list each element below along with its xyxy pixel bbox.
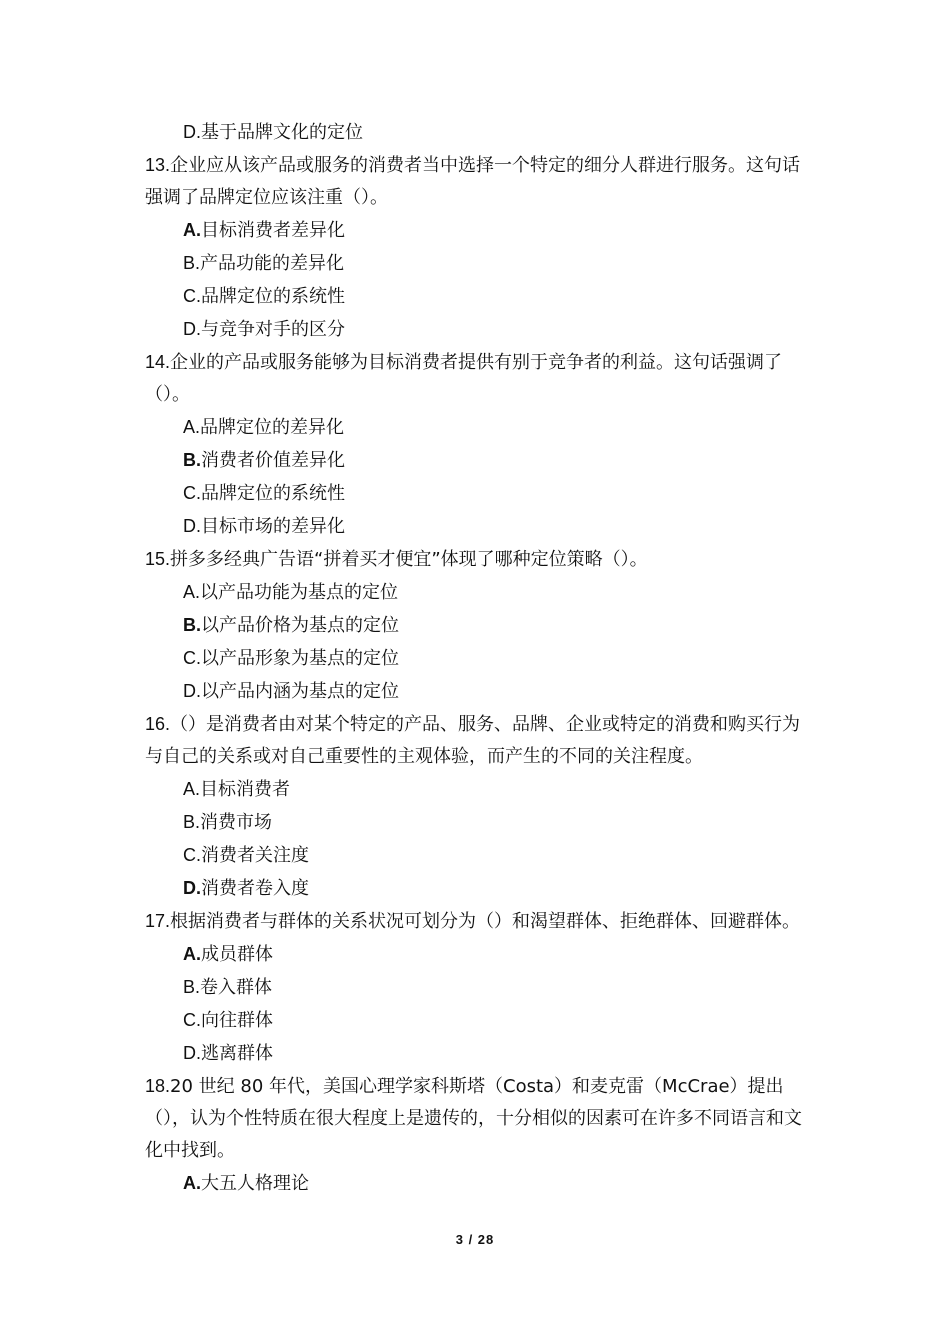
question-number: 15.	[145, 549, 171, 569]
option-text: 基于品牌文化的定位	[201, 122, 363, 143]
option-item	[145, 280, 813, 313]
option-item	[145, 411, 813, 444]
option-text: 以产品形象为基点的定位	[201, 648, 399, 669]
question-text	[145, 708, 813, 773]
option-text: 与竞争对手的区分	[201, 319, 345, 340]
option-text: 以产品功能为基点的定位	[200, 582, 399, 603]
option-letter: C.	[183, 648, 201, 668]
option-letter: A.	[183, 944, 201, 964]
option-text: 卷入群体	[200, 977, 273, 998]
option-text: 消费者价值差异化	[201, 450, 345, 471]
option-text: 以产品内涵为基点的定位	[201, 681, 399, 702]
option-item	[145, 675, 813, 708]
question-stem: （）是消费者由对某个特定的产品、服务、品牌、企业或特定的消费和购买行为与自己的关系或对自己重要性的主观体验，而产生的不同的关注程度。	[145, 714, 801, 767]
question-stem: 拼多多经典广告语“拼着买才便宜”体现了哪种定位策略（）。	[170, 549, 648, 570]
option-item	[145, 477, 813, 510]
option-text: 消费者卷入度	[201, 878, 309, 899]
option-letter: B.	[183, 615, 201, 635]
option-letter: D.	[183, 1043, 201, 1063]
option-item	[145, 247, 813, 280]
option-item	[145, 609, 813, 642]
option-text: 以产品价格为基点的定位	[201, 615, 399, 636]
option-letter: A.	[183, 582, 201, 602]
question-stem: 企业的产品或服务能够为目标消费者提供有别于竞争者的利益。这句话强调了（）。	[145, 352, 783, 405]
option-item	[145, 839, 813, 872]
option-item	[145, 1167, 813, 1200]
option-item	[145, 444, 813, 477]
option-letter: D.	[183, 516, 201, 536]
option-item	[145, 576, 813, 609]
option-text: 目标市场的差异化	[201, 516, 345, 537]
option-letter: D.	[183, 122, 201, 142]
page-number: 3 / 28	[455, 1232, 495, 1247]
option-item	[145, 1037, 813, 1070]
option-letter: C.	[183, 1010, 201, 1030]
question-number: 18.	[145, 1076, 171, 1096]
option-text: 品牌定位的差异化	[200, 417, 345, 438]
question-number: 17.	[145, 911, 171, 931]
option-text: 目标消费者	[200, 779, 291, 800]
option-letter: A.	[183, 417, 201, 437]
option-letter: D.	[183, 878, 201, 898]
option-text: 消费市场	[200, 812, 273, 833]
option-letter: B.	[183, 812, 201, 832]
question-stem: 企业应从该产品或服务的消费者当中选择一个特定的细分人群进行服务。这句话强调了品牌定位应该注重（）。	[145, 155, 801, 208]
option-item	[145, 938, 813, 971]
question-stem: 根据消费者与群体的关系状况可划分为（）和渴望群体、拒绝群体、回避群体。	[170, 911, 801, 932]
option-item	[145, 1004, 813, 1037]
option-item	[145, 313, 813, 346]
question-number: 16.	[145, 714, 171, 734]
option-letter: A.	[183, 1173, 201, 1193]
option-text: 消费者关注度	[201, 845, 309, 866]
option-letter: B.	[183, 253, 201, 273]
option-letter: B.	[183, 977, 201, 997]
question-text	[145, 346, 813, 411]
option-letter: C.	[183, 483, 201, 503]
option-letter: A.	[183, 779, 201, 799]
option-item	[145, 773, 813, 806]
question-stem: 20 世纪 80 年代，美国心理学家科斯塔（Costa）和麦克雷（McCrae）提出（），认为个性特质在很大程度上是遗传的，十分相似的因素可在许多不同语言和文化中找到。	[145, 1076, 802, 1161]
question-number: 13.	[145, 155, 171, 175]
document-body	[145, 116, 813, 1200]
question-text	[145, 1070, 813, 1167]
question-text	[145, 543, 813, 576]
question-text	[145, 905, 813, 938]
option-item	[145, 214, 813, 247]
option-item	[145, 971, 813, 1004]
option-text: 产品功能的差异化	[200, 253, 345, 274]
option-letter: D.	[183, 319, 201, 339]
option-text: 成员群体	[201, 944, 273, 965]
option-text: 逃离群体	[201, 1043, 273, 1064]
question-list	[145, 149, 813, 1200]
option-item	[145, 806, 813, 839]
option-letter: A.	[183, 220, 201, 240]
option-letter: C.	[183, 845, 201, 865]
option-text: 大五人格理论	[201, 1173, 309, 1194]
option-text: 目标消费者差异化	[201, 220, 345, 241]
option-letter: C.	[183, 286, 201, 306]
option-letter: D.	[183, 681, 201, 701]
option-item	[145, 642, 813, 675]
option-text: 品牌定位的系统性	[201, 286, 345, 307]
option-text: 品牌定位的系统性	[201, 483, 345, 504]
option-text: 向往群体	[201, 1010, 273, 1031]
question-text	[145, 149, 813, 214]
question-number: 14.	[145, 352, 171, 372]
option-item	[145, 510, 813, 543]
option-item	[145, 872, 813, 905]
option-item	[145, 116, 813, 149]
option-letter: B.	[183, 450, 201, 470]
